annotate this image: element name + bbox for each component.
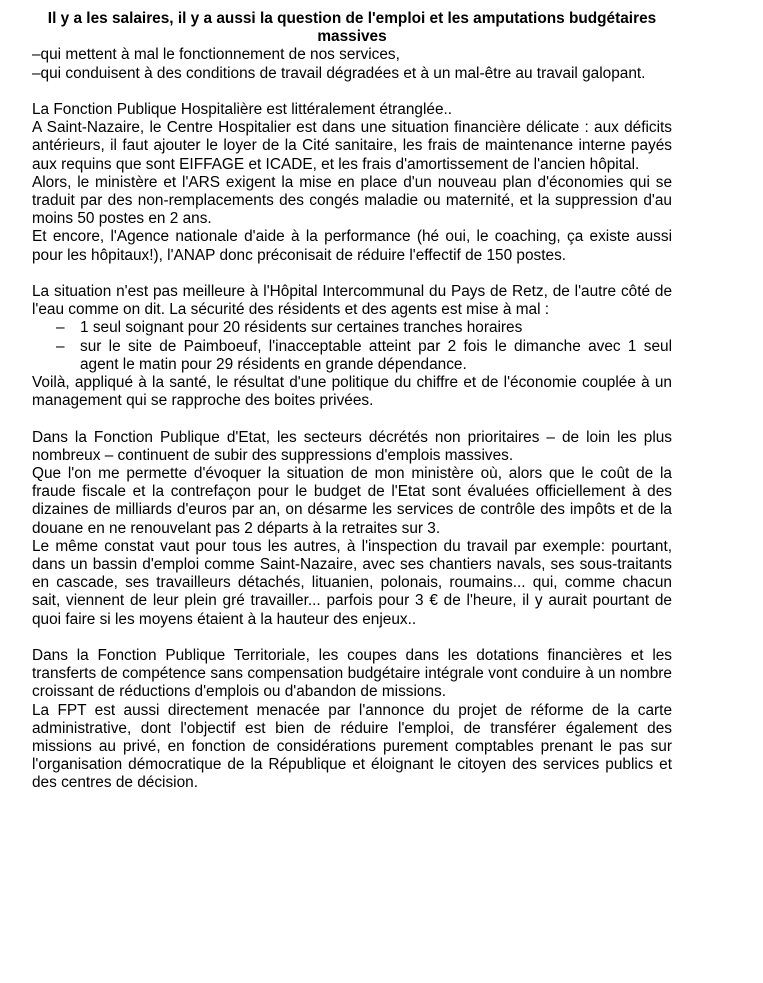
carte-administrative-paragraph: La FPT est aussi directement menacée par l'annonce du projet de réforme de la carte administrative, dont l'objectif est bien de réduire l'emploi, de transférer également des missions au privé, en fonction de considérations purement comptables prenant le pas sur l'organisation démocratique de la République et éloignant le citoyen des services publics et des centres de décision. (32, 701, 672, 792)
fpe-paragraph: Dans la Fonction Publique d'Etat, les secteurs décrétés non prioritaires – de loin les plus nombreux – continuent de subir des suppressions d'emplois massives. (32, 428, 672, 464)
inspection-travail-paragraph: Le même constat vaut pour tous les autres, à l'inspection du travail par exemple: pourtant, dans un bassin d'emploi comme Saint-Nazaire, avec ses chantiers navals, ses sous-traitants en cascade, ses travailleurs détachés, lituanien, polonais, roumains... qui, comme chacun sait, viennent de leur plein gré travailler... parfois pour 3 € de l'heure, il y aurait pourtant de quoi faire si les moyens étaient à la hauteur des enjeux.. (32, 537, 672, 628)
bullet-list (32, 319, 672, 374)
ministere-paragraph: Que l'on me permette d'évoquer la situation de mon ministère où, alors que le coût de la fraude fiscale et la contrefaçon pour le budget de l'Etat sont évaluées officiellement à des dizaines de milliards d'euros par an, on désarme les services de contrôle des impôts et de la douane en ne renouvelant pas 2 départs à la retraites sur 3. (32, 465, 672, 537)
paragraph-gap (32, 83, 672, 101)
saint-nazaire-paragraph: A Saint-Nazaire, le Centre Hospitalier est dans une situation financière délicate : aux déficits antérieurs, il faut ajouter le loyer de la Cité sanitaire, les frais de maintenance interne payés aux requins que sont EIFFAGE et ICADE, et les frais d'amortissement de l'ancien hôpital. (32, 119, 672, 173)
paragraph-gap (32, 629, 672, 647)
bullet-dash: – (56, 337, 65, 355)
ars-paragraph: Alors, le ministère et l'ARS exigent la mise en place d'un nouveau plan d'économies qui se traduit par des non-remplacements des congés maladie ou maternité, et la suppression d'au moins 50 postes en 2 ans. (32, 173, 672, 228)
intro-line-2: –qui conduisent à des conditions de travail dégradées et à un mal-être au travail galopant. (32, 64, 646, 82)
list-item (32, 319, 672, 337)
intro-line-1: –qui mettent à mal le fonctionnement de nos services, (32, 46, 400, 64)
pays-de-retz-paragraph: La situation n'est pas meilleure à l'Hôpital Intercommunal du Pays de Retz, de l'autre côté de l'eau comme on dit. La sécurité des résidents et des agents est mise à mal : (32, 283, 672, 319)
document-page (32, 10, 672, 793)
paragraph-gap (32, 265, 672, 283)
bullet-dash: – (56, 319, 65, 337)
document-title: Il y a les salaires, il y a aussi la question de l'emploi et les amputations budgétaires massives (47, 10, 657, 46)
sante-conclusion-paragraph: Voilà, appliqué à la santé, le résultat d'une politique du chiffre et de l'économie couplée à un management qui se rapproche des boites privées. (32, 374, 672, 410)
fpt-paragraph: Dans la Fonction Publique Territoriale, les coupes dans les dotations financières et les transferts de compétence sans compensation budgétaire intégrale vont conduire à un nombre croissant de réductions d'emplois ou d'abandon de missions. (32, 647, 672, 701)
list-item (32, 338, 672, 374)
paragraph-gap (32, 410, 672, 428)
anap-paragraph: Et encore, l'Agence nationale d'aide à la performance (hé oui, le coaching, ça existe aussi pour les hôpitaux!), l'ANAP donc préconisait de réduire l'effectif de 150 postes. (32, 228, 672, 264)
hospital-intro-paragraph: La Fonction Publique Hospitalière est littéralement étranglée.. (32, 101, 453, 118)
list-item-text: sur le site de Paimboeuf, l'inacceptable atteint par 2 fois le dimanche avec 1 seul agent le matin pour 29 résidents en grande dépendance. (80, 337, 672, 373)
list-item-text: 1 seul soignant pour 20 résidents sur certaines tranches horaires (80, 319, 523, 337)
